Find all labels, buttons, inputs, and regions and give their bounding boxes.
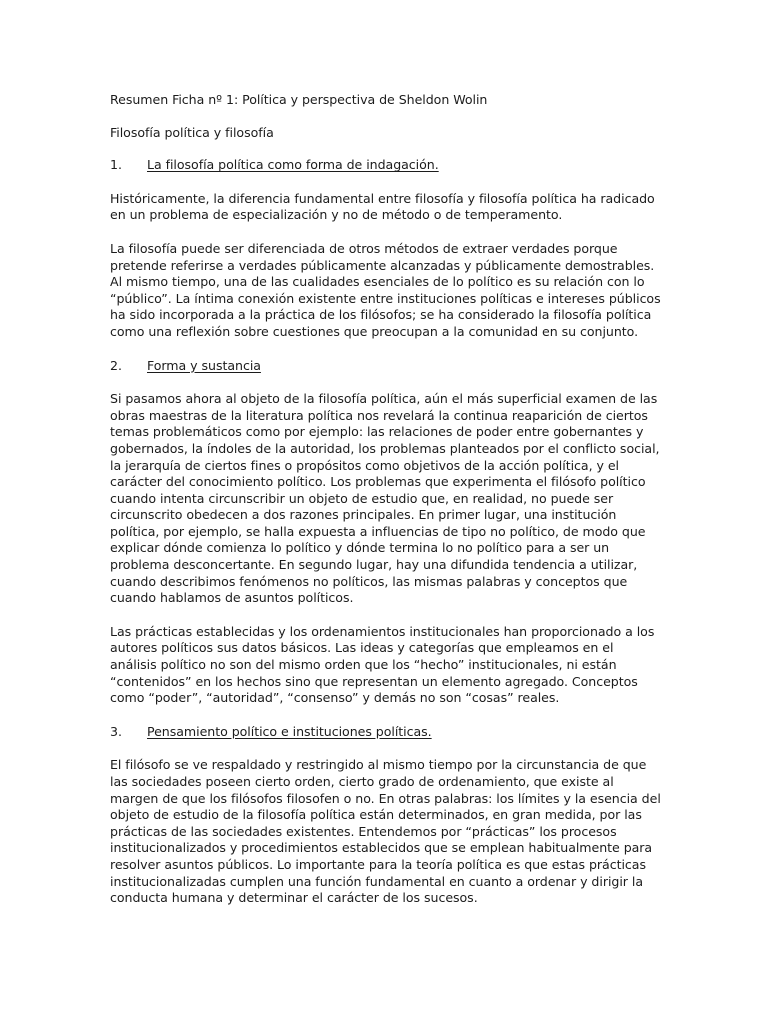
paragraph: Las prácticas establecidas y los ordenamientos institucionales han proporcionado a los autores políticos sus datos básicos. Las ideas y categorías que empleamos en el análisis político no son del mismo orden que los “hecho” institucionales, ni están “contenidos” en los hechos sino que representan un elemento agregado. Conceptos como “poder”, “autoridad”, “consenso” y demás no son “cosas” reales. — [110, 623, 655, 706]
document-subtitle: Filosofía política y filosofía — [110, 124, 274, 140]
section-heading-2 — [110, 358, 662, 375]
section-number: 3. — [110, 723, 122, 739]
document-body — [110, 92, 662, 924]
paragraph: Si pasamos ahora al objeto de la filosofía política, aún el más superficial examen de las obras maestras de la literatura política nos revelará la continua reaparición de ciertos temas problemáticos como por ejemplo: las relaciones de poder entre gobernantes y gobernados, la índoles de la autoridad, los problemas planteados por el conflicto social, la jerarquía de ciertos fines o propósitos como objetivos de la acción política, y el carácter del conocimiento político. Los problemas que experimenta el filósofo político cuando intenta circunscribir un objeto de estudio que, en realidad, no puede ser circunscrito obedecen a dos razones principales. En primer lugar, una institución política, por ejemplo, se halla expuesta a influencias de tipo no político, de modo que explicar dónde comienza lo político y dónde termina lo no político para a ser un problema desconcertante. En segundo lugar, hay una difundida tendencia a utilizar, cuando describimos fenómenos no políticos, las mismas palabras y conceptos que cuando hablamos de asuntos políticos. — [110, 391, 660, 606]
section-heading-1 — [110, 157, 662, 174]
section-number: 1. — [110, 157, 122, 173]
section-title: Forma y sustancia — [147, 357, 261, 373]
section-title: La filosofía política como forma de indagación. — [147, 157, 439, 173]
section-number: 2. — [110, 357, 122, 373]
paragraph: El filósofo se ve respaldado y restringido al mismo tiempo por la circunstancia de que las sociedades poseen cierto orden, cierto grado de ordenamiento, que existe al margen de que los filósofos filosofen o no. En otras palabras: los límites y la esencia del objeto de estudio de la filosofía política están determinados, en gran medida, por las prácticas de las sociedades existentes. Entendemos por “prácticas” los procesos institucionalizados y procedimientos establecidos que se emplean habitualmente para resolver asuntos públicos. Lo importante para la teoría política es que estas prácticas institucionalizadas cumplen una función fundamental en cuanto a ordenar y dirigir la conducta humana y determinar el carácter de los sucesos. — [110, 757, 661, 906]
section-title: Pensamiento político e instituciones políticas. — [147, 723, 432, 739]
paragraph: La filosofía puede ser diferenciada de otros métodos de extraer verdades porque pretende referirse a verdades públicamente alcanzadas y públicamente demostrables. Al mismo tiempo, una de las cualidades esenciales de lo político es su relación con lo “público”. La íntima conexión existente entre instituciones políticas e intereses públicos ha sido incorporada a la práctica de los filósofos; se ha considerado la filosofía política como una reflexión sobre cuestiones que preocupan a la comunidad en su conjunto. — [110, 240, 661, 339]
section-heading-3 — [110, 724, 662, 741]
document-title: Resumen Ficha nº 1: Política y perspectiva de Sheldon Wolin — [110, 92, 488, 107]
paragraph: Históricamente, la diferencia fundamental entre filosofía y filosofía política ha radicado en un problema de especialización y no de método o de temperamento. — [110, 190, 655, 223]
